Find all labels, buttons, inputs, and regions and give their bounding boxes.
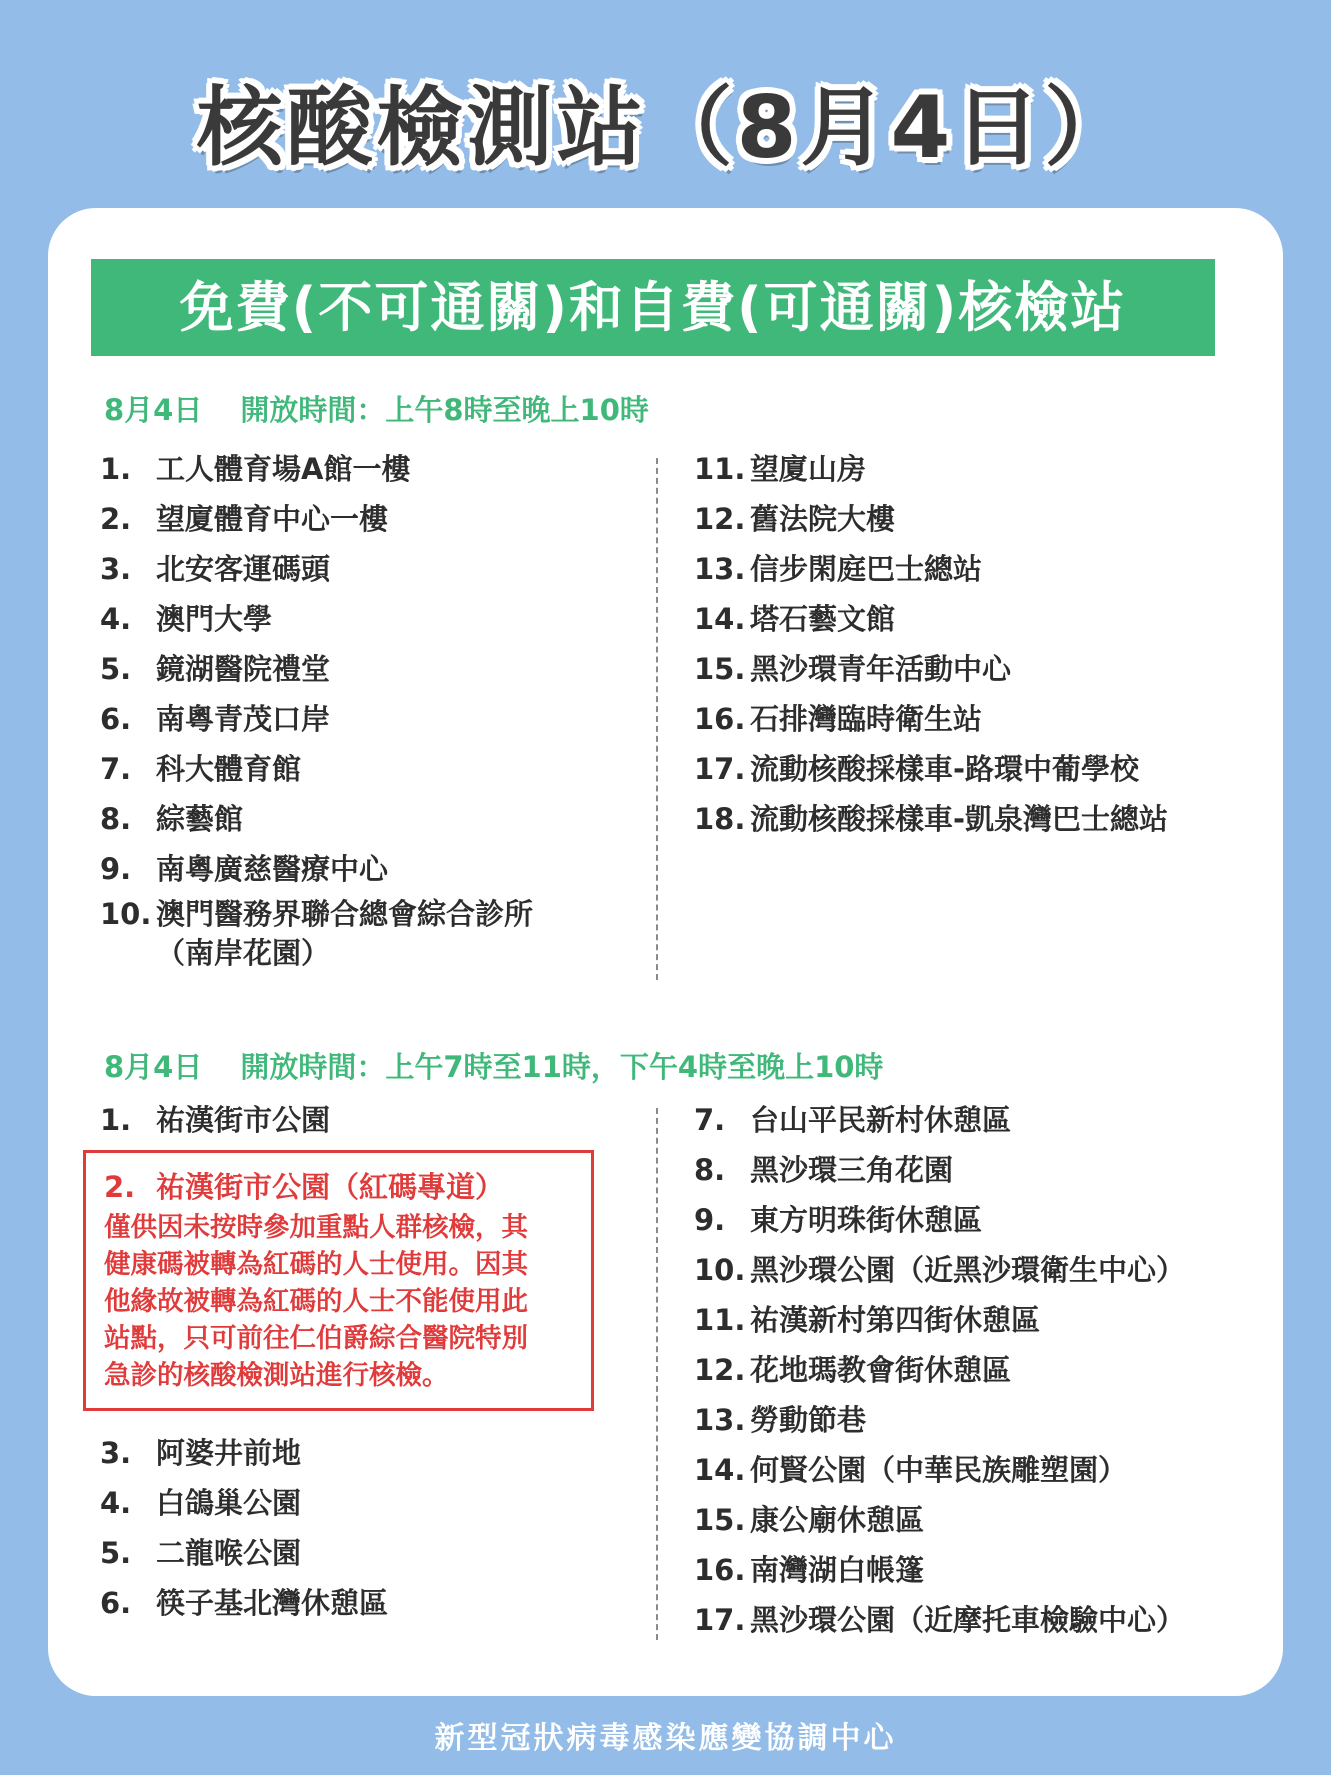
list-item-name: 東方明珠街休憩區	[750, 1203, 983, 1237]
section2-left-list-top	[100, 1095, 330, 1145]
section2-divider	[656, 1108, 658, 1640]
section1-right-list	[694, 444, 1168, 844]
list-item-name: 台山平民新村休憩區	[750, 1103, 1012, 1137]
list-item-number: 11.	[694, 1303, 746, 1337]
list-item	[694, 544, 1168, 594]
list-item-name: 流動核酸採樣車-路環中葡學校	[750, 752, 1140, 786]
red-code-note: 僅供因未按時參加重點人群核檢，其 健康碼被轉為紅碼的人士使用。因其 他緣故被轉為紅碼的人士不能使用此 站點，只可前往仁伯爵綜合醫院特別 急診的核酸檢測站進行核檢。	[104, 1212, 528, 1391]
list-item-name: 黑沙環公園（近摩托車檢驗中心）	[750, 1603, 1186, 1637]
list-item	[694, 744, 1168, 794]
list-item	[694, 1245, 1185, 1295]
list-item-name: 澳門醫務界聯合總會綜合診所	[156, 897, 534, 931]
list-item-name: 黑沙環青年活動中心	[750, 652, 1012, 686]
list-item	[100, 844, 533, 894]
list-item	[100, 1428, 388, 1478]
list-item-subtitle: （南岸花園）	[156, 936, 331, 970]
list-item-number: 18.	[694, 802, 746, 836]
list-item-name: 澳門大學	[156, 602, 273, 636]
list-item-name: 南粵廣慈醫療中心	[156, 852, 389, 886]
list-item-number: 15.	[694, 1503, 746, 1537]
list-item-number: 4.	[100, 1486, 132, 1520]
list-item-name: 工人體育場A館一樓	[156, 452, 411, 486]
list-item	[100, 1528, 388, 1578]
list-item-name: 康公廟休憩區	[750, 1503, 925, 1537]
red-code-item-title: 2. 祐漢街市公園（紅碼專道）	[104, 1170, 505, 1204]
list-item-number: 3.	[100, 552, 132, 586]
list-item-name: 鏡湖醫院禮堂	[156, 652, 331, 686]
section2-left-list-bottom	[100, 1428, 388, 1628]
list-item-number: 16.	[694, 1553, 746, 1587]
list-item	[694, 1095, 1185, 1145]
section2-header	[104, 1045, 883, 1086]
section1-divider	[656, 458, 658, 980]
section1-header	[104, 388, 649, 429]
list-item-name: 流動核酸採樣車-凱泉灣巴士總站	[750, 802, 1169, 836]
list-item-name: 勞動節巷	[750, 1403, 867, 1437]
list-item	[694, 594, 1168, 644]
list-item-number: 3.	[100, 1436, 132, 1470]
list-item-name: 科大體育館	[156, 752, 302, 786]
list-item-number: 2.	[100, 502, 132, 536]
list-item-number: 1.	[100, 452, 132, 486]
list-item-name: 祐漢街市公園	[156, 1103, 331, 1137]
list-item	[694, 794, 1168, 844]
section2-hours: 開放時間：上午7時至11時，下午4時至晚上10時	[240, 1050, 884, 1084]
list-item-name: 黑沙環公園（近黑沙環衛生中心）	[750, 1253, 1186, 1287]
list-item	[694, 494, 1168, 544]
list-item	[100, 494, 533, 544]
list-item	[694, 1295, 1185, 1345]
list-item-name: 望廈體育中心一樓	[156, 502, 389, 536]
list-item	[100, 1478, 388, 1528]
list-item-number: 8.	[694, 1153, 726, 1187]
list-item-number: 16.	[694, 702, 746, 736]
list-item	[694, 1345, 1185, 1395]
section2-right-list	[694, 1095, 1185, 1645]
list-item	[100, 1578, 388, 1628]
list-item-name: 石排灣臨時衛生站	[750, 702, 983, 736]
list-item	[694, 694, 1168, 744]
list-item-name: 綜藝館	[156, 802, 244, 836]
list-item	[100, 644, 533, 694]
list-item-number: 14.	[694, 602, 746, 636]
list-item-number: 7.	[694, 1103, 726, 1137]
list-item-number: 8.	[100, 802, 132, 836]
list-item-number: 9.	[100, 852, 132, 886]
list-item-name: 黑沙環三角花園	[750, 1153, 954, 1187]
section1-left-list	[100, 444, 533, 980]
section-banner: 免費(不可通關)和自費(可通關)核檢站	[91, 259, 1215, 356]
list-item-name: 二龍喉公園	[156, 1536, 302, 1570]
list-item-name: 阿婆井前地	[156, 1436, 302, 1470]
list-item	[100, 544, 533, 594]
list-item	[100, 744, 533, 794]
list-item-number: 14.	[694, 1453, 746, 1487]
list-item	[100, 444, 533, 494]
list-item-number: 9.	[694, 1203, 726, 1237]
list-item-number: 6.	[100, 1586, 132, 1620]
list-item	[100, 1095, 330, 1145]
list-item-name: 祐漢新村第四街休憩區	[750, 1303, 1041, 1337]
list-item	[694, 1495, 1185, 1545]
list-item	[694, 444, 1168, 494]
list-item-name: 舊法院大樓	[750, 502, 896, 536]
list-item-number: 17.	[694, 1603, 746, 1637]
list-item	[100, 594, 533, 644]
list-item-name: 北安客運碼頭	[156, 552, 331, 586]
list-item-number: 6.	[100, 702, 132, 736]
list-item	[694, 644, 1168, 694]
list-item-number: 1.	[100, 1103, 132, 1137]
list-item	[100, 894, 533, 980]
list-item-number: 5.	[100, 1536, 132, 1570]
list-item-number: 17.	[694, 752, 746, 786]
list-item	[694, 1545, 1185, 1595]
list-item-number: 10.	[694, 1253, 746, 1287]
list-item-number: 15.	[694, 652, 746, 686]
list-item-number: 4.	[100, 602, 132, 636]
list-item-number: 12.	[694, 502, 746, 536]
list-item	[694, 1445, 1185, 1495]
section1-hours: 開放時間：上午8時至晚上10時	[240, 393, 649, 427]
section2-date: 8月4日	[104, 1050, 203, 1084]
list-item	[100, 694, 533, 744]
list-item-number: 10.	[100, 897, 152, 931]
list-item	[694, 1145, 1185, 1195]
red-code-notice	[83, 1150, 594, 1411]
list-item-name: 白鴿巢公園	[156, 1486, 302, 1520]
list-item-number: 11.	[694, 452, 746, 486]
list-item	[100, 794, 533, 844]
list-item-name: 何賢公園（中華民族雕塑園）	[750, 1453, 1128, 1487]
list-item	[694, 1195, 1185, 1245]
list-item-name: 筷子基北灣休憩區	[156, 1586, 389, 1620]
list-item-number: 13.	[694, 552, 746, 586]
section1-date: 8月4日	[104, 393, 203, 427]
list-item-name: 信步閑庭巴士總站	[750, 552, 983, 586]
list-item-name: 花地瑪教會街休憩區	[750, 1353, 1012, 1387]
page-title: 核酸檢測站（8月4日）	[196, 78, 1135, 178]
list-item	[694, 1395, 1185, 1445]
list-item-name: 望廈山房	[750, 452, 867, 486]
list-item-number: 5.	[100, 652, 132, 686]
list-item	[694, 1595, 1185, 1645]
list-item-number: 7.	[100, 752, 132, 786]
list-item-name: 南粵青茂口岸	[156, 702, 331, 736]
list-item-name: 塔石藝文館	[750, 602, 896, 636]
list-item-number: 12.	[694, 1353, 746, 1387]
list-item-number: 13.	[694, 1403, 746, 1437]
footer-organization: 新型冠狀病毒感染應變協調中心	[434, 1721, 897, 1756]
list-item-name: 南灣湖白帳篷	[750, 1553, 925, 1587]
